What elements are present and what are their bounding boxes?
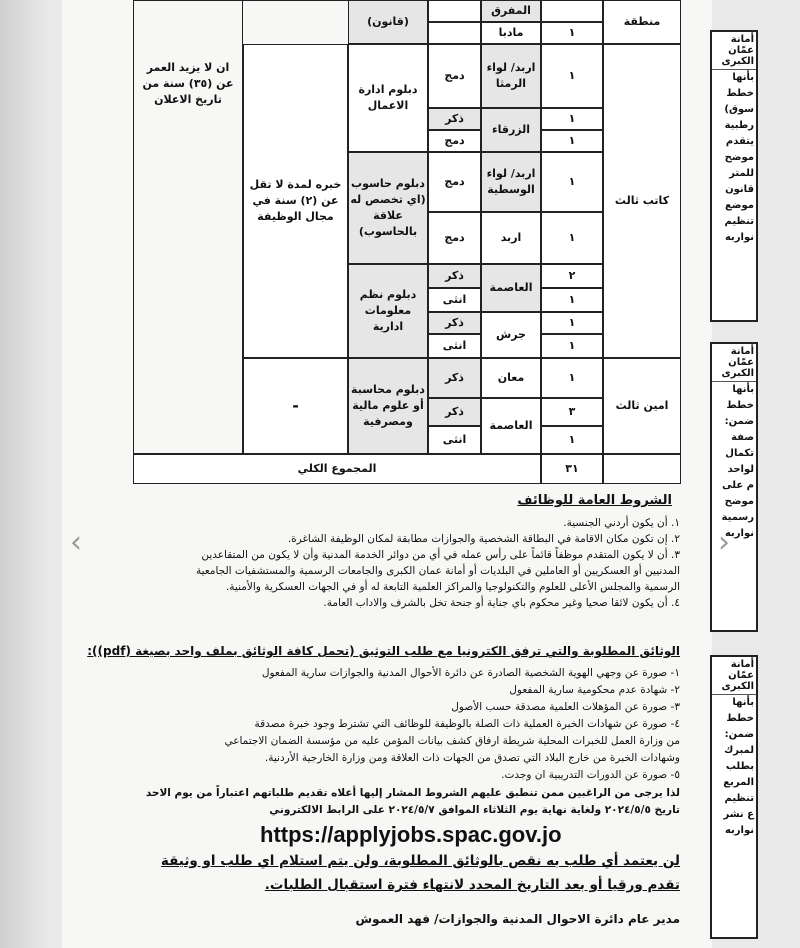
table-total-value: ٣١ xyxy=(541,454,603,484)
side-ad-line: موضح xyxy=(724,496,754,507)
previous-arrow-icon[interactable]: ‹ xyxy=(70,525,82,560)
table-cell: جرش xyxy=(481,312,541,358)
table-cell: دبلوم ادارة الاعمال xyxy=(348,44,428,152)
table-cell: - xyxy=(243,358,348,454)
jobs-table xyxy=(133,0,681,484)
document-line: ٢- شهادة عدم محكومية سارية المفعول xyxy=(509,684,680,696)
table-cell: دبلوم حاسوب (اي تخصص له علاقة بالحاسوب) xyxy=(348,152,428,264)
table-cell: ذكر xyxy=(428,358,481,398)
warning-line: لن يعتمد أي طلب به نقص بالوثائق المطلوبة، ولن يتم استلام اي طلب او وثيقة xyxy=(160,853,680,869)
table-cell: دبلوم محاسبة أو علوم مالية ومصرفية xyxy=(348,358,428,454)
signature: مدير عام دائرة الاحوال المدنية والجوازات/ فهد العموش xyxy=(355,912,680,926)
side-ad-3 xyxy=(710,655,758,939)
next-arrow-icon[interactable]: › xyxy=(718,525,730,560)
table-cell: ١ xyxy=(541,212,603,264)
apply-url[interactable]: https://applyjobs.spac.gov.jo xyxy=(260,822,562,847)
side-ad-lines xyxy=(712,695,756,839)
table-cell: ١ xyxy=(541,108,603,130)
table-header-cell: منطقة xyxy=(603,0,681,44)
table-cell: ١ xyxy=(541,130,603,152)
side-ad-line: خطط xyxy=(726,713,754,724)
side-ad-line: ضمن: xyxy=(724,416,754,427)
table-cell: انثى xyxy=(428,334,481,358)
document-line: ١- صورة عن وجهي الهوية الشخصية الصادرة عن دائرة الأحوال المدنية والجوازات سارية المفعول xyxy=(261,667,680,679)
side-ad-line: رسمية xyxy=(721,512,754,523)
table-cell: العاصمة xyxy=(481,264,541,312)
document-line: من وزارة العمل للخبرات المحلية شريطة ارفاق كشف بيانات المؤمن عليه من مؤسسة الضمان الاجتماعي xyxy=(224,735,680,747)
table-cell xyxy=(243,44,348,358)
side-ad-line: للمتر xyxy=(729,168,754,179)
table-cell xyxy=(428,22,481,44)
application-line: لذا يرجى من الراغبين ممن تنطبق عليهم الشروط المشار إليها أعلاه تقديم طلباتهم اعتباراً من يوم الاحد xyxy=(145,787,680,799)
table-cell: اربد/ لواء الرمثا xyxy=(481,44,541,108)
side-ad-lines xyxy=(712,382,756,542)
table-cell: دمج xyxy=(428,44,481,108)
table-cell: ١ xyxy=(541,152,603,212)
condition-line: ١. أن يكون أردني الجنسية. xyxy=(563,517,680,529)
document-line: ٣- صورة عن المؤهلات العلمية مصدقة حسب الأصول xyxy=(451,701,680,713)
side-ad-line: لمبرك xyxy=(724,745,754,756)
table-cell: الزرقاء xyxy=(481,108,541,152)
side-ad-line: سوق) xyxy=(724,104,754,115)
table-cell: ١ xyxy=(541,358,603,398)
table-cell: العاصمة xyxy=(481,398,541,454)
side-ad-line: موضع xyxy=(725,200,754,211)
condition-line: ٣. أن لا يكون المتقدم موظفاً قائماً على رأس عمله في أي من دوائر الخدمة المدنية وأن لا يكون من المتقاعدين xyxy=(201,549,680,561)
table-cell: ذكر xyxy=(428,312,481,334)
table-cell: امين ثالث xyxy=(603,358,681,454)
side-ad-line: بطلب xyxy=(725,761,754,772)
side-ad-line: المربع xyxy=(723,777,754,788)
table-total-label: المجموع الكلي xyxy=(133,454,541,484)
table-cell xyxy=(541,0,603,22)
application-line: تاريخ ٢٠٢٤/٥/٥ ولغاية نهاية يوم الثلاثاء الموافق ٢٠٢٤/٥/٧ على الرابط الالكتروني xyxy=(269,804,680,816)
side-ad-title: أمانة عمّان الكبرى xyxy=(712,657,756,695)
table-cell: دمج xyxy=(428,130,481,152)
condition-line: ٤. أن يكون لائقا صحيا وغير محكوم باي جناية أو جنحة تخل بالشرف والاداب العامة. xyxy=(323,597,680,609)
table-cell: كاتب ثالث xyxy=(603,44,681,358)
table-cell: (قانون) xyxy=(348,0,428,44)
table-cell xyxy=(428,0,481,22)
table-cell: ذكر xyxy=(428,398,481,426)
conditions-heading: الشروط العامة للوظائف xyxy=(517,493,672,508)
side-ad-line: بأنها xyxy=(732,72,754,83)
side-ad-line: م على xyxy=(722,480,754,491)
side-ad-line: يتقدم xyxy=(725,136,754,147)
document-line: ٥- صورة عن الدورات التدريبية ان وجدت. xyxy=(501,769,680,781)
table-cell: ١ xyxy=(541,426,603,454)
table-cell xyxy=(603,454,681,484)
side-ad-line: بأنها xyxy=(732,384,754,395)
experience-condition: خبره لمدة لا تقل عن (٢) سنة في مجال الوظيفة xyxy=(249,178,342,223)
side-ad-line: تنظيم xyxy=(724,216,754,227)
side-ad-line: ضمن: xyxy=(724,729,754,740)
side-ad-line: نواربه xyxy=(724,528,754,539)
table-cell: المفرق xyxy=(481,0,541,22)
side-ad-2 xyxy=(710,342,758,632)
side-ad-line: خطط xyxy=(726,88,754,99)
documents-heading: الوثائق المطلوبة والتي ترفق الكترونيا مع طلب التوثيق (تحمل كافة الوثائق بملف واحد بصيغة (pdf)): xyxy=(87,644,680,658)
document-line: وشهادات الخبرة من خارج البلاد التي تصدق من الجهات ذات العلاقة ومن وزارة الخارجية الأردنية. xyxy=(264,752,680,764)
side-ad-lines xyxy=(712,70,756,246)
table-cell: ١ xyxy=(541,22,603,44)
table-cell: انثى xyxy=(428,288,481,312)
condition-line: الرسمية والمجلس الأعلى للعلوم والتكنولوجيا والمراكز العلمية التابعة له أو في الجهات العسكرية والأمنية. xyxy=(225,581,680,593)
side-ad-line: رطبية xyxy=(724,120,754,131)
table-cell: دمج xyxy=(428,212,481,264)
table-cell: ١ xyxy=(541,44,603,108)
side-ad-line: خطط xyxy=(726,400,754,411)
table-cell: اربد/ لواء الوسطية xyxy=(481,152,541,212)
table-cell: مادبا xyxy=(481,22,541,44)
side-ad-1 xyxy=(710,30,758,322)
table-cell: ذكر xyxy=(428,108,481,130)
table-cell: اربد xyxy=(481,212,541,264)
side-ad-line: قانون xyxy=(725,184,754,195)
side-ad-line: تنظيم xyxy=(724,793,754,804)
table-cell: معان xyxy=(481,358,541,398)
side-ad-line: صفة xyxy=(731,432,754,443)
warning-line: تقدم ورقيا أو بعد التاريخ المحدد لانتهاء فترة استقبال الطلبات. xyxy=(264,877,680,893)
table-cell: ١ xyxy=(541,288,603,312)
table-cell: ١ xyxy=(541,312,603,334)
side-ad-line: نواربه xyxy=(724,825,754,836)
side-ad-line: موضح xyxy=(724,152,754,163)
condition-line: المدنيين أو العسكريين أو العاملين في البلديات أو أمانة عمان الكبرى والجامعات الرسمية والمستشفيات الجامعية xyxy=(195,565,680,577)
age-condition: ان لا يزيد العمر عن (٣٥) سنة من تاريخ الاعلان xyxy=(142,61,234,106)
table-cell: دبلوم نظم معلومات ادارية xyxy=(348,264,428,358)
table-cell: انثى xyxy=(428,426,481,454)
side-ad-line: بأنها xyxy=(732,697,754,708)
condition-line: ٢. إن تكون مكان الاقامة في البطاقة الشخصية والجوازات مطابقة لمكان الوظيفة الشاغرة. xyxy=(287,533,680,545)
document-line: ٤- صورة عن شهادات الخبرة العملية ذات الصلة بالوظيفة للوظائف التي تشترط وجود خبرة مصدقة xyxy=(254,718,680,730)
table-cell: ٣ xyxy=(541,398,603,426)
table-cell: ذكر xyxy=(428,264,481,288)
side-ad-line: ع نشر xyxy=(723,809,754,820)
side-ad-line: نواربه xyxy=(724,232,754,243)
side-ad-line: تكمال xyxy=(725,448,754,459)
side-ad-line: لواحد xyxy=(727,464,754,475)
side-ad-title: أمانة عمّان الكبرى xyxy=(712,32,756,70)
table-cell: ٢ xyxy=(541,264,603,288)
side-ad-title: أمانة عمّان الكبرى xyxy=(712,344,756,382)
table-cell: ١ xyxy=(541,334,603,358)
table-cell: دمج xyxy=(428,152,481,212)
